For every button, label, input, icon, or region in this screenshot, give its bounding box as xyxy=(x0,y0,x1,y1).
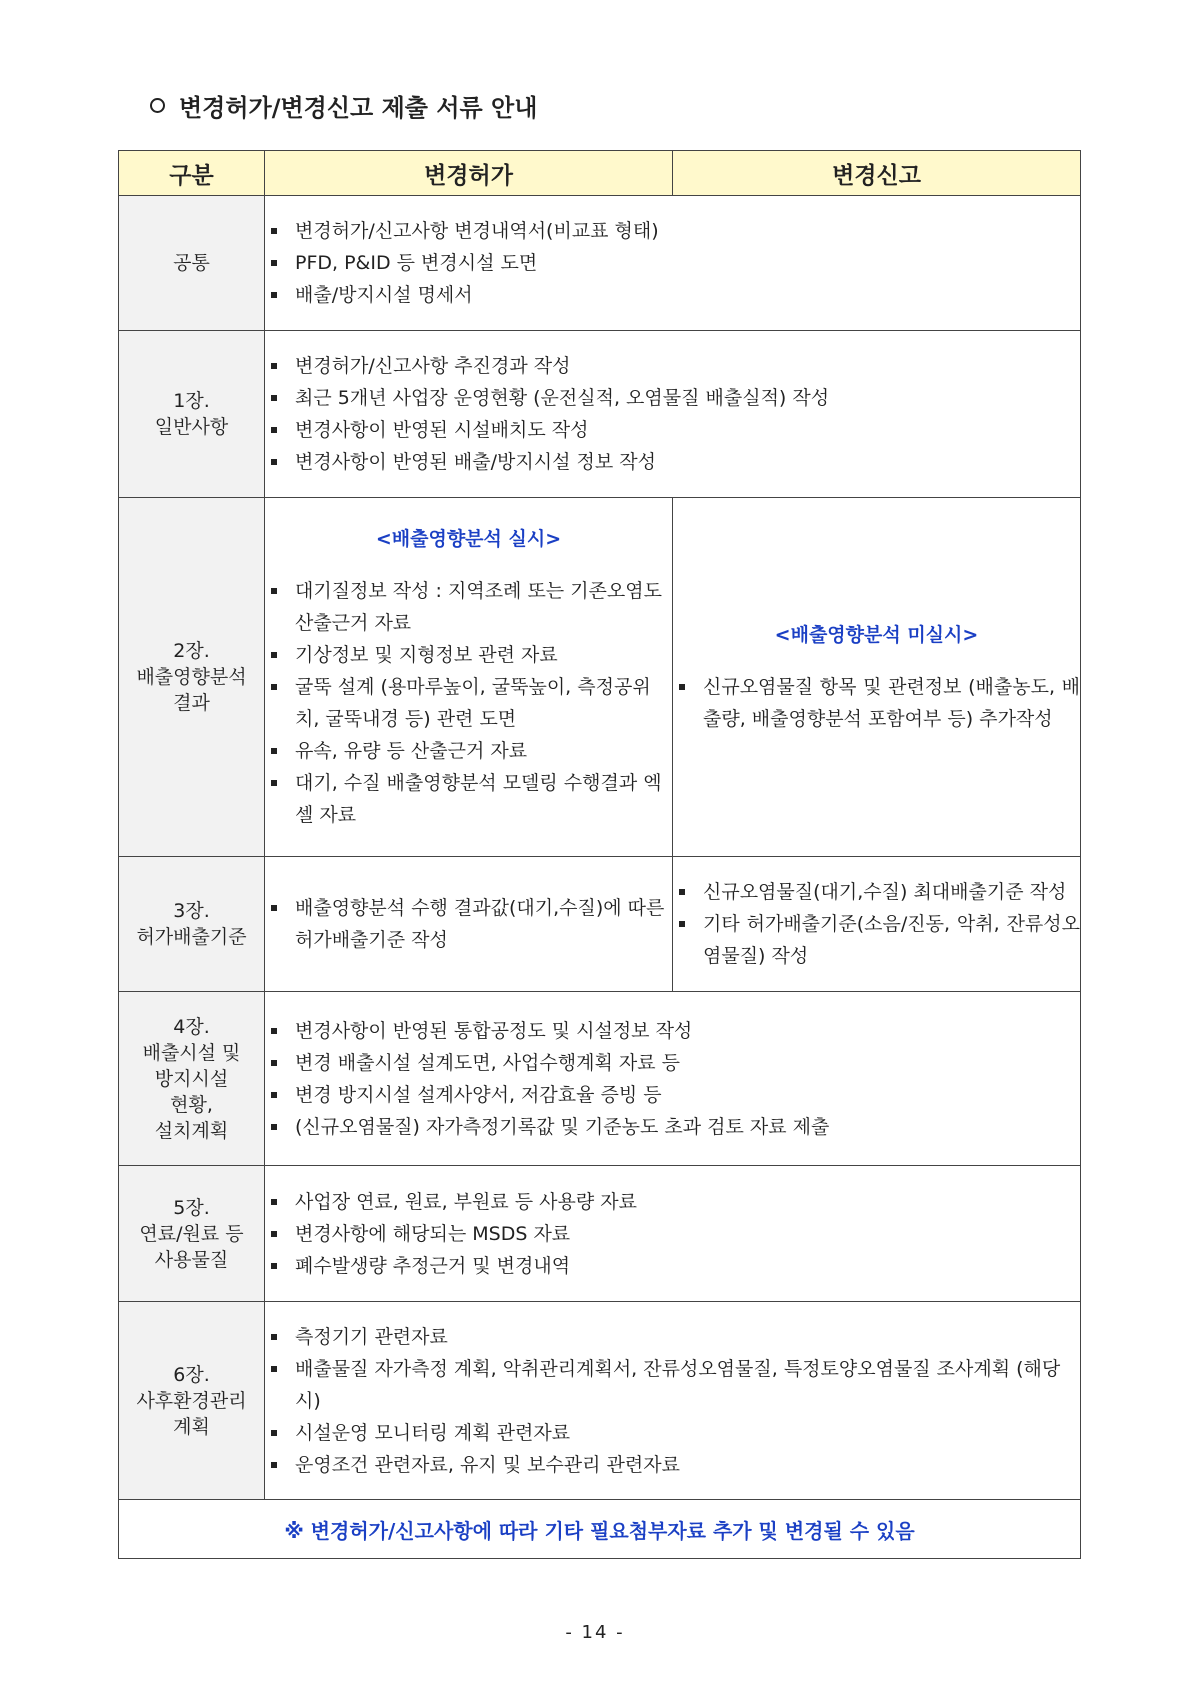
row-label-ch6 xyxy=(119,1302,265,1500)
list-item: 운영조건 관련자료, 유지 및 보수관리 관련자료 xyxy=(265,1449,1080,1481)
subsection-title-analysis-done: <배출영향분석 실시> xyxy=(375,527,562,550)
list-item: 배출/방지시설 명세서 xyxy=(265,279,1080,311)
row-label-ch1 xyxy=(119,331,265,498)
list-item: 변경허가/신고사항 추진경과 작성 xyxy=(265,350,1080,382)
list-item: 측정기기 관련자료 xyxy=(265,1321,1080,1353)
label-line: 사후환경관리 xyxy=(136,1389,247,1412)
header-category: 구분 xyxy=(119,151,265,196)
row-label-ch5 xyxy=(119,1166,265,1302)
row-content-ch5 xyxy=(265,1166,1081,1302)
list-item: 배출영향분석 수행 결과값(대기,수질)에 따른 허가배출기준 작성 xyxy=(265,892,672,956)
list-item: 변경 배출시설 설계도면, 사업수행계획 자료 등 xyxy=(265,1047,1080,1079)
label-line: 배출시설 및 xyxy=(142,1041,241,1064)
row-content-common xyxy=(265,196,1081,331)
label-line: 방지시설 xyxy=(154,1067,229,1090)
table-row-common xyxy=(119,196,1081,331)
table-row-note xyxy=(119,1500,1081,1559)
list-item: 변경사항에 해당되는 MSDS 자료 xyxy=(265,1218,1080,1250)
list-item: 대기, 수질 배출영향분석 모델링 수행결과 엑셀 자료 xyxy=(265,767,672,831)
list-item: 변경사항이 반영된 통합공정도 및 시설정보 작성 xyxy=(265,1015,1080,1047)
label-line: 사용물질 xyxy=(154,1248,229,1271)
header-change-permit: 변경허가 xyxy=(265,151,673,196)
note-text: ※ 변경허가/신고사항에 따라 기타 필요첨부자료 추가 및 변경될 수 있음 xyxy=(119,1500,1081,1559)
row-label-ch3 xyxy=(119,857,265,992)
label-line: 5장. xyxy=(173,1196,210,1219)
list-item: 기상정보 및 지형정보 관련 자료 xyxy=(265,639,672,671)
list-item: 신규오염물질 항목 및 관련정보 (배출농도, 배출량, 배출영향분석 포함여부 등) 추가작성 xyxy=(673,671,1080,735)
page-title xyxy=(150,88,537,123)
page-title-text: 변경허가/변경신고 제출 서류 안내 xyxy=(179,94,538,122)
list-item: 변경허가/신고사항 변경내역서(비교표 형태) xyxy=(265,215,1080,247)
list-item: 기타 허가배출기준(소음/진동, 악취, 잔류성오염물질) 작성 xyxy=(673,908,1080,972)
list-item: 대기질정보 작성 : 지역조례 또는 기존오염도 산출근거 자료 xyxy=(265,575,672,639)
label-line: 계획 xyxy=(173,1415,210,1438)
table-row-ch5 xyxy=(119,1166,1081,1302)
list-item: 신규오염물질(대기,수질) 최대배출기준 작성 xyxy=(673,876,1080,908)
list-item: 유속, 유량 등 산출근거 자료 xyxy=(265,735,672,767)
list-item: (신규오염물질) 자가측정기록값 및 기준농도 초과 검토 자료 제출 xyxy=(265,1111,1080,1143)
row-content-ch6 xyxy=(265,1302,1081,1500)
label-line: 현황, xyxy=(170,1093,213,1116)
label-line: 배출영향분석 xyxy=(136,666,247,688)
row-label-common: 공통 xyxy=(119,196,265,331)
row-label-ch4 xyxy=(119,992,265,1166)
label-line: 허가배출기준 xyxy=(136,926,247,948)
list-item: 굴뚝 설계 (용마루높이, 굴뚝높이, 측정공위치, 굴뚝내경 등) 관련 도면 xyxy=(265,671,672,735)
label-line: 설치계획 xyxy=(154,1119,229,1142)
page-number: - 14 - xyxy=(565,1622,625,1643)
label-line: 일반사항 xyxy=(154,416,229,438)
row-content-ch3-report xyxy=(673,857,1081,992)
table-row-ch2 xyxy=(119,498,1081,857)
label-line: 4장. xyxy=(173,1015,210,1038)
label-line: 6장. xyxy=(173,1363,210,1386)
header-change-report: 변경신고 xyxy=(673,151,1081,196)
document-table xyxy=(118,150,1081,1559)
row-content-ch1 xyxy=(265,331,1081,498)
table-row-ch6 xyxy=(119,1302,1081,1500)
row-content-ch2-report xyxy=(673,498,1081,857)
table-header-row xyxy=(119,151,1081,196)
label-line: 1장. xyxy=(173,390,210,412)
row-label-ch2 xyxy=(119,498,265,857)
label-line: 결과 xyxy=(173,692,210,714)
table-row-ch1 xyxy=(119,331,1081,498)
list-item: 폐수발생량 추정근거 및 변경내역 xyxy=(265,1250,1080,1282)
list-item: 최근 5개년 사업장 운영현황 (운전실적, 오염물질 배출실적) 작성 xyxy=(265,382,1080,414)
list-item: 사업장 연료, 원료, 부원료 등 사용량 자료 xyxy=(265,1186,1080,1218)
table-row-ch4 xyxy=(119,992,1081,1166)
list-item: 배출물질 자가측정 계획, 악취관리계획서, 잔류성오염물질, 특정토양오염물질 조사계획 (해당시) xyxy=(265,1353,1080,1417)
subsection-title-analysis-not-done: <배출영향분석 미실시> xyxy=(774,623,979,646)
list-item: 시설운영 모니터링 계획 관련자료 xyxy=(265,1417,1080,1449)
label-line: 2장. xyxy=(173,640,210,662)
list-item: 변경사항이 반영된 시설배치도 작성 xyxy=(265,414,1080,446)
list-item: PFD, P&ID 등 변경시설 도면 xyxy=(265,247,1080,279)
label-line: 연료/원료 등 xyxy=(139,1222,244,1245)
label-line: 3장. xyxy=(173,900,210,922)
row-content-ch4 xyxy=(265,992,1081,1166)
circle-bullet-icon xyxy=(150,98,165,113)
list-item: 변경사항이 반영된 배출/방지시설 정보 작성 xyxy=(265,446,1080,478)
list-item: 변경 방지시설 설계사양서, 저감효율 증빙 등 xyxy=(265,1079,1080,1111)
row-content-ch3-permit xyxy=(265,857,673,992)
row-content-ch2-permit xyxy=(265,498,673,857)
table-row-ch3 xyxy=(119,857,1081,992)
